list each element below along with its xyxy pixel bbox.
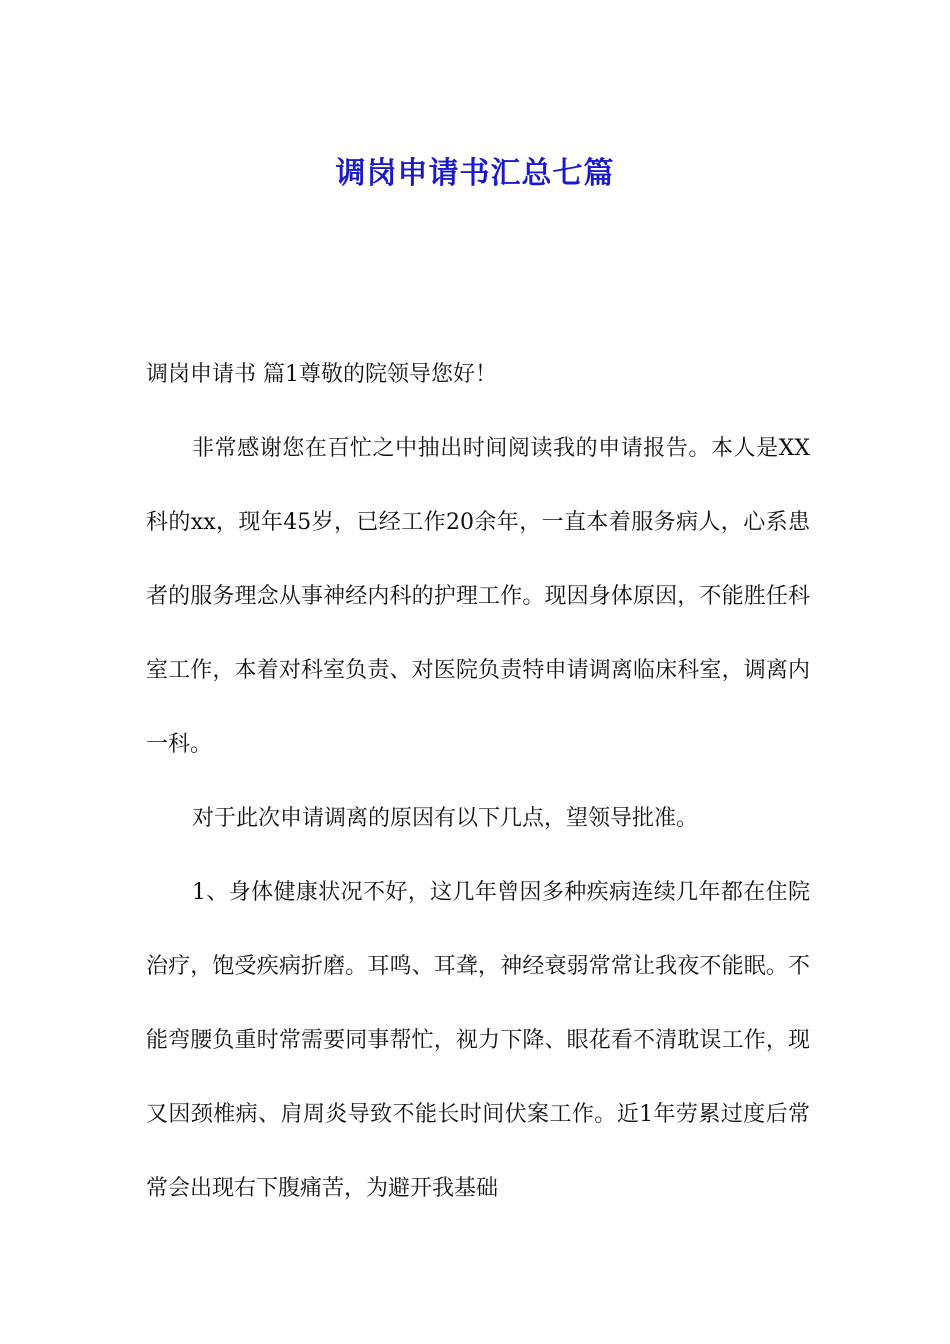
document-body (146, 338, 810, 1226)
paragraph-introduction: 非常感谢您在百忙之中抽出时间阅读我的申请报告。本人是XX科的xx，现年45岁，已经工作20余年，一直本着服务病人，心系患者的服务理念从事神经内科的护理工作。现因身体原因，不能胜任科室工作，本着对科室负责、对医院负责特申请调离临床科室，调离内一科。 (146, 436, 810, 757)
paragraph-reason-1: 1、身体健康状况不好，这几年曾因多种疾病连续几年都在住院治疗，饱受疾病折磨。耳鸣、耳聋，神经衰弱常常让我夜不能眠。不能弯腰负重时常需要同事帮忙，视力下降、眼花看不清耽误工作，现又因颈椎病、肩周炎导致不能长时间伏案工作。近1年劳累过度后常常会出现右下腹痛苦，为避开我基础 (146, 880, 810, 1201)
document-title: 调岗申请书汇总七篇 (335, 156, 615, 192)
paragraph-reasons-intro: 对于此次申请调离的原因有以下几点，望领导批准。 (192, 806, 699, 831)
paragraph-greeting: 调岗申请书 篇1尊敬的院领导您好！ (146, 362, 497, 387)
